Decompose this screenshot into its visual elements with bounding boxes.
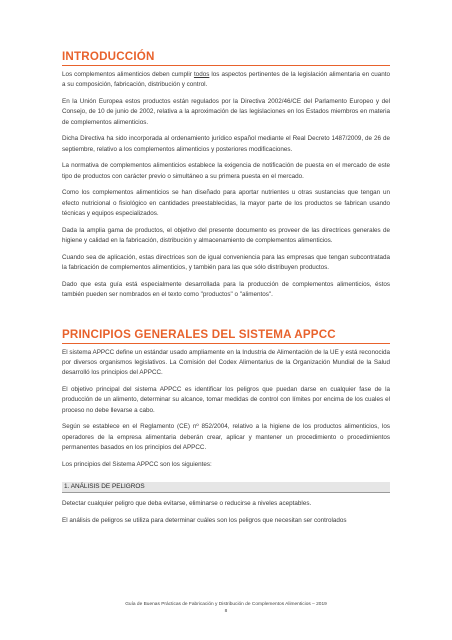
paragraph: Detectar cualquier peligro que deba evitarse, eliminarse o reducirse a niveles aceptables.: [62, 500, 312, 508]
paragraph: La normativa de complementos alimenticios establece la exigencia de notificación de puesta en el mercado de este tipo de productos con carácter previo o simultáneo a su primera puesta en el mercado.: [62, 162, 390, 180]
paragraph: Los principios del Sistema APPCC son los siguientes:: [62, 460, 212, 468]
paragraph: Dada la amplia gama de productos, el objetivo del presente documento es proveer de las directrices generales de higiene y calidad en la fabricación, distribución y almacenamiento de complementos alimenticios.: [62, 226, 390, 245]
heading-underline: [62, 343, 390, 344]
paragraph: El análisis de peligros se utiliza para determinar cuáles son los peligros que necesitan ser controlados: [62, 516, 347, 524]
paragraph: Según se establece en el Reglamento (CE) nº 852/2004, relativo a la higiene de los productos alimenticios, los operadores de la empresa alimentaria deberán crear, aplicar y mantener un procedimiento o procedimientos permanentes basados en los principios del APPCC.: [62, 423, 390, 452]
page-number: 8: [224, 609, 228, 614]
document-page: [62, 50, 390, 532]
text-run: Los complementos alimenticios deben cumplir: [62, 71, 194, 78]
heading-underline: [62, 65, 390, 66]
paragraph: El objetivo principal del sistema APPCC es identificar los peligros que puedan darse en cualquier fase de la producción de un alimento, determinar su alcance, tomar medidas de control con límites por encima de los cuales el proceso no debe llevarse a cabo.: [62, 386, 390, 414]
text-run: los aspectos pertinentes de la legislación alimentaria en cuanto a su composición, fabricación, distribución y control.: [62, 71, 391, 89]
paragraph: Dicha Directiva ha sido incorporada al ordenamiento jurídico español mediante el Real Decreto 1487/2009, de 26 de septiembre, relativo a los complementos alimenticios y posteriores modificaciones.: [62, 135, 390, 153]
footer-title: Guía de Buenas Prácticas de Fabricación y Distribución de Complementos Alimenticios – 2019: [125, 602, 327, 607]
section-title-principios: PRINCIPIOS GENERALES DEL SISTEMA APPCC: [62, 327, 336, 341]
section-title-introduccion: INTRODUCCIÓN: [62, 50, 155, 63]
paragraph: [62, 70, 390, 91]
paragraph: Dado que esta guía está especialmente desarrollada para la producción de complementos alimenticios, éstos también pueden ser nombrados en el texto como "productos" o "alimentos".: [62, 280, 390, 299]
page-footer: [0, 601, 452, 615]
paragraph: En la Unión Europea estos productos están regulados por la Directiva 2002/46/CE del Parlamento Europeo y del Consejo, de 10 de junio de 2002, relativa a la aproximación de las legislaciones en los Estados miembros en materia de complementos alimenticios.: [62, 98, 390, 126]
paragraph: Como los complementos alimenticios se han diseñado para aportar nutrientes u otras sustancias que tengan un efecto nutricional o fisiológico en cantidades preestablecidas, la mayor parte de los productos se fabrican usando técnicas y equipos especializados.: [62, 189, 390, 218]
underlined-word: todos: [193, 71, 210, 78]
paragraph: El sistema APPCC define un estándar usado ampliamente en la Industria de Alimentación de la UE y está reconocida por diversos organismos legislativos. La Comisión del Codex Alimentarius de la Organización Mundial de la Salud desarrolló los principios del APPCC.: [62, 348, 390, 377]
section-principios: [62, 328, 390, 527]
paragraph: Cuando sea de aplicación, estas directrices son de igual conveniencia para las empresas que tengan subcontratada la fabricación de complementos alimenticios, y también para las que sólo distribuyen productos.: [62, 253, 390, 272]
subsection-title-analisis: 1. ANÁLISIS DE PELIGROS: [62, 482, 390, 493]
